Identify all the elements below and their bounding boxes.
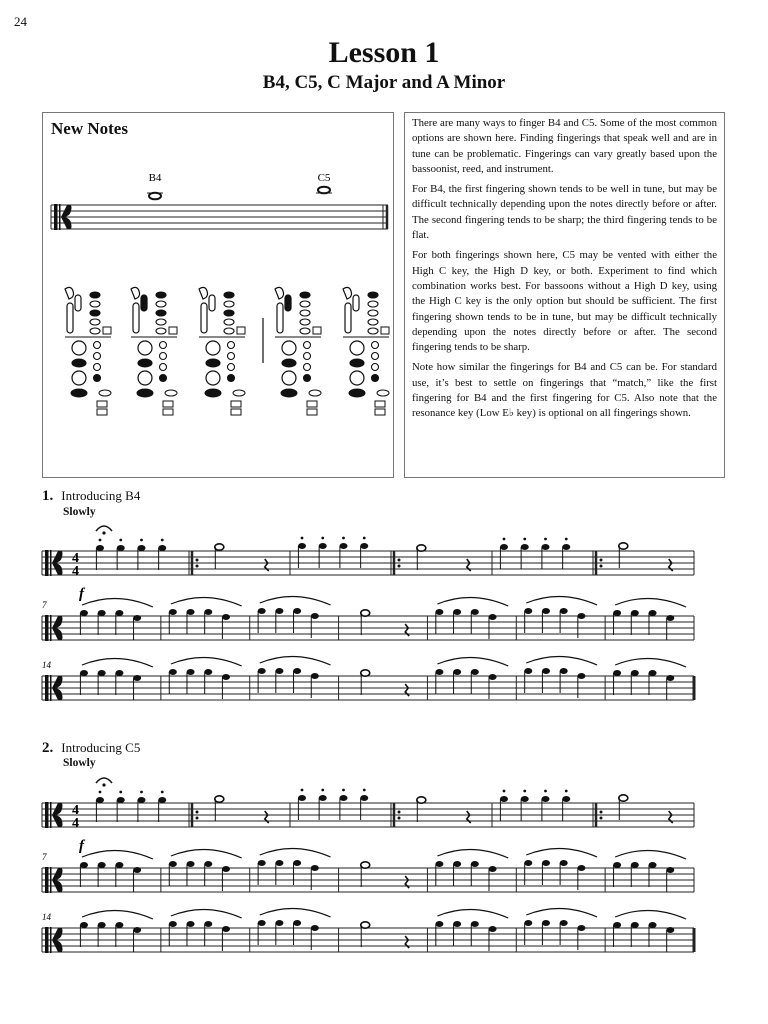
exercise-number: 2. xyxy=(42,740,54,756)
note-head xyxy=(666,927,674,933)
fingering-chart xyxy=(275,287,321,415)
fermata-icon xyxy=(96,778,112,783)
staff-system xyxy=(42,596,694,641)
slur xyxy=(526,848,597,857)
staccato-dot xyxy=(301,537,304,540)
new-notes-figure xyxy=(43,113,393,477)
note-head xyxy=(500,796,508,802)
note-head xyxy=(275,608,283,614)
note-head xyxy=(649,862,657,868)
measure-number: 14 xyxy=(42,912,51,922)
slur xyxy=(526,596,597,605)
note-head xyxy=(298,795,306,801)
note-head xyxy=(169,921,177,927)
note-head xyxy=(560,860,568,866)
slur xyxy=(171,849,242,858)
note-head xyxy=(258,920,266,926)
staccato-dot xyxy=(119,539,122,542)
note-head xyxy=(542,796,550,802)
slur xyxy=(82,658,153,667)
note-head xyxy=(631,610,639,616)
exercise-title: Introducing C5 xyxy=(61,740,141,755)
staccato-dot xyxy=(301,789,304,792)
note-head xyxy=(453,861,461,867)
note-head xyxy=(204,669,212,675)
note-head xyxy=(471,861,479,867)
note-head xyxy=(215,544,224,550)
note-head xyxy=(115,862,123,868)
note-head xyxy=(80,610,88,616)
note-head xyxy=(560,920,568,926)
note-head xyxy=(96,797,104,803)
note-head xyxy=(293,860,301,866)
note-head xyxy=(204,609,212,615)
note-head xyxy=(133,927,141,933)
note-head xyxy=(453,921,461,927)
note-head xyxy=(361,922,370,928)
note-head xyxy=(117,545,125,551)
note-head xyxy=(169,669,177,675)
staccato-dot xyxy=(363,537,366,540)
note-head xyxy=(560,608,568,614)
note-head xyxy=(98,862,106,868)
staccato-dot xyxy=(140,539,143,542)
staccato-dot xyxy=(544,790,547,793)
note-head xyxy=(613,862,621,868)
fingering-chart xyxy=(343,287,389,415)
note-head xyxy=(187,861,195,867)
note-head xyxy=(222,866,230,872)
staccato-dot xyxy=(99,539,102,542)
slur xyxy=(260,656,331,665)
note-head xyxy=(204,861,212,867)
note-head xyxy=(631,862,639,868)
note-head xyxy=(666,615,674,621)
note-head xyxy=(542,544,550,550)
lesson-subtitle: B4, C5, C Major and A Minor xyxy=(262,72,506,93)
slur xyxy=(171,597,242,606)
slur xyxy=(437,909,508,918)
note-head xyxy=(562,544,570,550)
note-head xyxy=(524,860,532,866)
page-number: 24 xyxy=(14,14,27,29)
note-label-b4: B4 xyxy=(148,172,162,184)
note-head xyxy=(319,543,327,549)
note-head xyxy=(613,922,621,928)
note-head xyxy=(435,921,443,927)
note-head xyxy=(577,925,585,931)
note-head xyxy=(258,860,266,866)
note-head xyxy=(311,613,319,619)
note-head xyxy=(417,545,426,551)
slur xyxy=(526,656,597,665)
staccato-dot xyxy=(119,791,122,794)
slur xyxy=(82,850,153,859)
note-head xyxy=(298,543,306,549)
note-head xyxy=(293,668,301,674)
note-head xyxy=(133,675,141,681)
note-head xyxy=(631,922,639,928)
lesson-title: Lesson 1 xyxy=(328,36,440,69)
note-head xyxy=(649,610,657,616)
note-head xyxy=(222,614,230,620)
staccato-dot xyxy=(503,538,506,541)
staff-system xyxy=(42,778,694,854)
note-head xyxy=(542,608,550,614)
note-head xyxy=(453,669,461,675)
tempo-marking: Slowly xyxy=(63,757,96,769)
note-head xyxy=(96,545,104,551)
note-head xyxy=(435,609,443,615)
note-head xyxy=(80,862,88,868)
staccato-dot xyxy=(342,789,345,792)
note-head xyxy=(500,544,508,550)
note-head xyxy=(138,797,146,803)
staff-system xyxy=(42,848,694,893)
staff-system xyxy=(42,908,694,953)
note-head xyxy=(631,670,639,676)
staccato-dot xyxy=(99,791,102,794)
time-signature-top: 4 xyxy=(72,803,79,818)
note-head xyxy=(98,610,106,616)
new-notes-staff xyxy=(51,205,388,229)
info-paragraph: There are many ways to finger B4 and C5. Some of the most common options are shown here. Finding fingerings that speak well and are in tune can be problematic. Fingerings can vary greatly based upon the bassoonist, reed, and instrument. xyxy=(412,117,717,175)
note-head xyxy=(187,609,195,615)
note-head xyxy=(619,543,628,549)
note-head xyxy=(562,796,570,802)
note-head xyxy=(311,865,319,871)
note-head xyxy=(133,867,141,873)
note-head xyxy=(258,668,266,674)
note-head xyxy=(158,545,166,551)
note-head xyxy=(80,922,88,928)
note-head xyxy=(169,609,177,615)
note-head xyxy=(471,669,479,675)
note-head xyxy=(560,668,568,674)
dynamic-marking: f xyxy=(79,586,84,602)
staff-system xyxy=(42,526,694,602)
note-head xyxy=(471,609,479,615)
note-label-c5: C5 xyxy=(317,172,331,184)
exercise-1-header xyxy=(42,488,140,505)
note-head xyxy=(577,613,585,619)
slur xyxy=(615,850,686,859)
note-head xyxy=(613,610,621,616)
note-head xyxy=(319,795,327,801)
slur xyxy=(260,848,331,857)
info-paragraph: For both fingerings shown here, C5 may be vented with either the High C key, the High D key, or both. Experiment to find which combination works best. For bassoons without a High D key, using the High C key is the only option but should be sufficient. The first fingering shown tends to be in tune, but may be difficult technically depending upon the notes directly before or after. The second fingering tends to be sharp. xyxy=(412,249,717,354)
note-head xyxy=(613,670,621,676)
note-head xyxy=(361,610,370,616)
note-head xyxy=(453,609,461,615)
note-head xyxy=(577,865,585,871)
note-head xyxy=(138,545,146,551)
note-head xyxy=(489,614,497,620)
note-head xyxy=(666,867,674,873)
note-head xyxy=(489,866,497,872)
note-head xyxy=(435,861,443,867)
note-head xyxy=(361,862,370,868)
note-head xyxy=(293,920,301,926)
note-head xyxy=(222,674,230,680)
whole-note-b4 xyxy=(147,193,163,200)
exercise-1-score xyxy=(0,516,768,756)
new-notes-panel xyxy=(42,112,394,478)
note-head xyxy=(524,608,532,614)
note-head xyxy=(361,670,370,676)
staccato-dot xyxy=(321,789,324,792)
exercise-number: 1. xyxy=(42,488,54,504)
note-head xyxy=(117,797,125,803)
slur xyxy=(615,598,686,607)
slur xyxy=(526,908,597,917)
staccato-dot xyxy=(523,790,526,793)
whole-note-c5 xyxy=(316,187,332,194)
note-head xyxy=(524,668,532,674)
fingering-chart xyxy=(65,287,111,415)
note-head xyxy=(471,921,479,927)
note-head xyxy=(98,922,106,928)
note-head xyxy=(215,796,224,802)
staccato-dot xyxy=(503,790,506,793)
fingering-chart xyxy=(131,287,177,415)
measure-number: 14 xyxy=(42,660,51,670)
note-head xyxy=(435,669,443,675)
staff-system xyxy=(42,656,694,701)
note-head xyxy=(521,796,529,802)
note-head xyxy=(275,860,283,866)
fingering-chart xyxy=(199,287,245,415)
note-head xyxy=(275,668,283,674)
note-head xyxy=(293,608,301,614)
slur xyxy=(82,598,153,607)
time-signature-bottom: 4 xyxy=(72,564,79,579)
staccato-dot xyxy=(523,538,526,541)
note-head xyxy=(115,922,123,928)
dynamic-marking: f xyxy=(79,838,84,854)
slur xyxy=(82,910,153,919)
note-head xyxy=(80,670,88,676)
note-head xyxy=(311,925,319,931)
note-head xyxy=(98,670,106,676)
note-head xyxy=(521,544,529,550)
note-head xyxy=(649,922,657,928)
note-head xyxy=(577,673,585,679)
staccato-dot xyxy=(565,538,568,541)
staccato-dot xyxy=(363,789,366,792)
slur xyxy=(260,596,331,605)
note-head xyxy=(489,674,497,680)
staccato-dot xyxy=(161,791,164,794)
note-head xyxy=(649,670,657,676)
note-head xyxy=(360,543,368,549)
new-notes-heading: New Notes xyxy=(51,119,128,138)
note-head xyxy=(222,926,230,932)
fingering-notes-panel xyxy=(404,112,725,478)
note-head xyxy=(258,608,266,614)
note-head xyxy=(311,673,319,679)
note-head xyxy=(542,668,550,674)
tempo-marking: Slowly xyxy=(63,506,96,518)
staccato-dot xyxy=(544,538,547,541)
note-head xyxy=(619,795,628,801)
fermata-icon xyxy=(96,526,112,531)
staccato-dot xyxy=(342,537,345,540)
note-head xyxy=(666,675,674,681)
note-head xyxy=(489,926,497,932)
note-head xyxy=(542,920,550,926)
note-head xyxy=(187,669,195,675)
slur xyxy=(260,908,331,917)
time-signature-top: 4 xyxy=(72,551,79,566)
exercise-2-score xyxy=(0,768,768,1008)
note-head xyxy=(133,615,141,621)
note-head xyxy=(187,921,195,927)
staccato-dot xyxy=(140,791,143,794)
measure-number: 7 xyxy=(42,852,47,862)
staccato-dot xyxy=(565,790,568,793)
note-head xyxy=(115,610,123,616)
measure-number: 7 xyxy=(42,600,47,610)
note-head xyxy=(542,860,550,866)
note-head xyxy=(115,670,123,676)
info-paragraph: For B4, the first fingering shown tends to be well in tune, but may be difficult technically depending upon the notes directly before or after. The second fingering tends to be sharp; the third fingering tends to be flat. xyxy=(412,183,717,242)
slur xyxy=(437,597,508,606)
slur xyxy=(437,657,508,666)
staccato-dot xyxy=(321,537,324,540)
slur xyxy=(615,658,686,667)
note-head xyxy=(417,797,426,803)
exercise-title: Introducing B4 xyxy=(61,488,141,503)
note-head xyxy=(275,920,283,926)
staccato-dot xyxy=(161,539,164,542)
info-paragraph: Note how similar the fingerings for B4 and C5 can be. For standard use, it’s best to settle on fingerings that “match,” like the first fingering for B4 and the first fingering for C5. Also note that the resonance key (Low E♭ key) is optional on all fingerings shown. xyxy=(412,361,717,420)
slur xyxy=(437,849,508,858)
slur xyxy=(171,657,242,666)
note-head xyxy=(158,797,166,803)
note-head xyxy=(524,920,532,926)
slur xyxy=(171,909,242,918)
note-head xyxy=(204,921,212,927)
note-head xyxy=(340,795,348,801)
exercise-2-header xyxy=(42,740,140,757)
slur xyxy=(615,910,686,919)
note-head xyxy=(360,795,368,801)
note-head xyxy=(340,543,348,549)
note-head xyxy=(169,861,177,867)
time-signature-bottom: 4 xyxy=(72,816,79,831)
